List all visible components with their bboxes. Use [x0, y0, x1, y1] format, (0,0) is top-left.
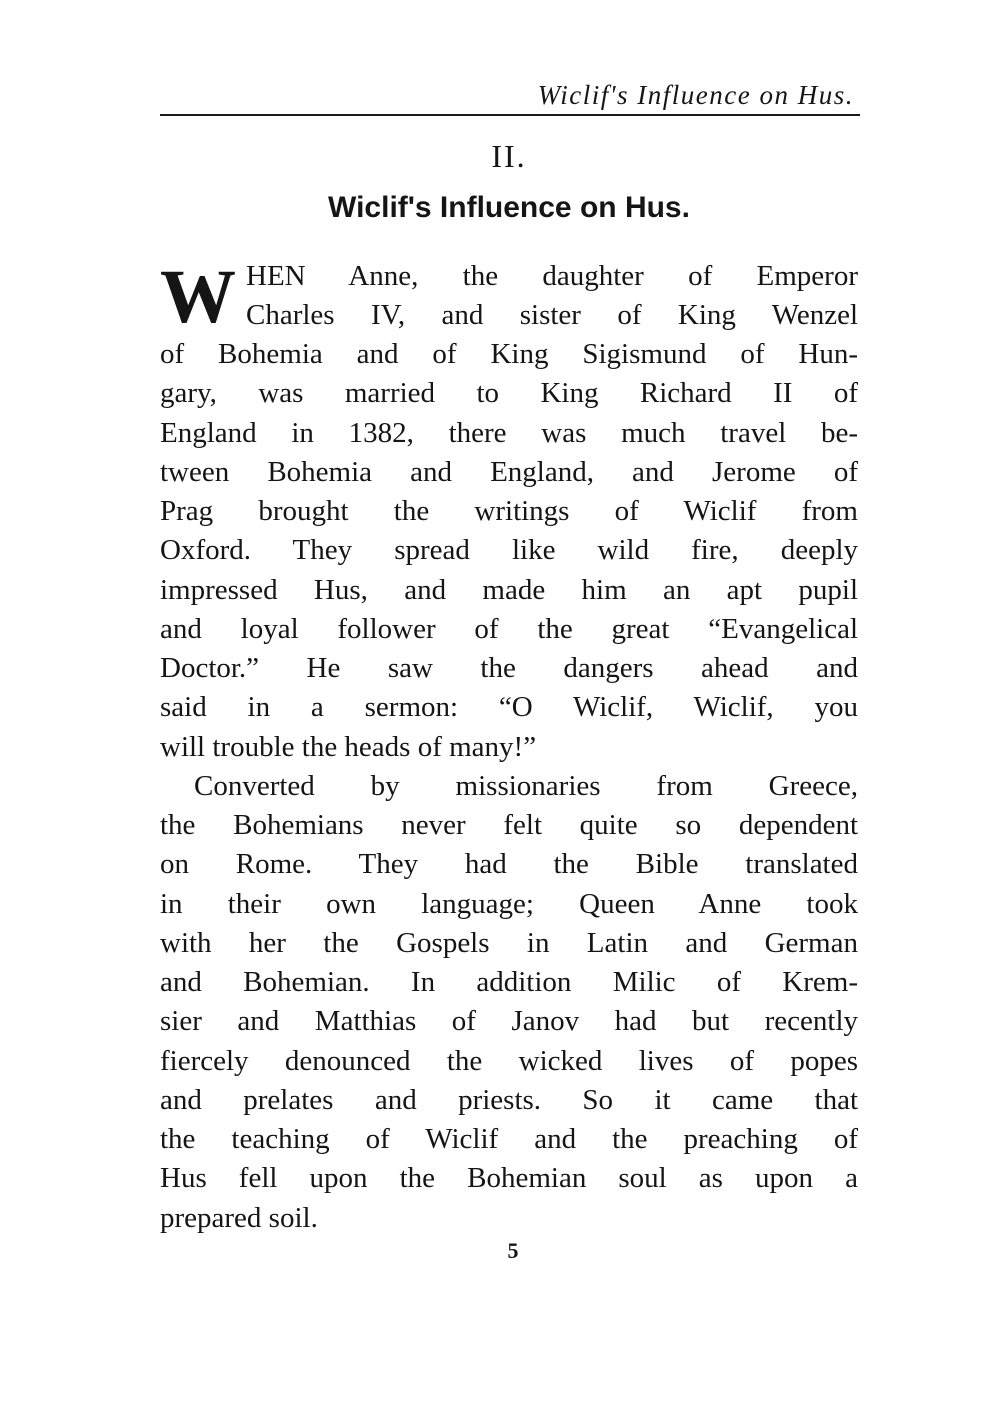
chapter-title: Wiclif's Influence on Hus. [328, 191, 690, 224]
running-header [160, 78, 860, 116]
text-line: Doctor.” He saw the dangers ahead and [160, 652, 858, 684]
text-line: the teaching of Wiclif and the preaching of [160, 1123, 858, 1155]
text-line: gary, was married to King Richard II of [160, 377, 858, 409]
text-line: with her the Gospels in Latin and German [160, 927, 858, 959]
drop-cap: W [160, 255, 236, 339]
text-line: prepared soil. [160, 1202, 318, 1234]
text-line: sier and Matthias of Janov had but recently [160, 1005, 858, 1037]
text-line: in their own language; Queen Anne took [160, 888, 858, 920]
text-line: the Bohemians never felt quite so dependent [160, 809, 858, 841]
page-number: 5 [507, 1238, 519, 1263]
chapter-number: II. [491, 138, 527, 174]
text-line: will trouble the heads of many!” [160, 731, 537, 763]
text-line: fiercely denounced the wicked lives of popes [160, 1045, 858, 1077]
text-line: and prelates and priests. So it came that [160, 1084, 858, 1116]
text-line: Hus fell upon the Bohemian soul as upon a [160, 1162, 858, 1194]
text-line: Charles IV, and sister of King Wenzel [246, 299, 858, 331]
text-line: England in 1382, there was much travel be- [160, 417, 858, 449]
text-line: on Rome. They had the Bible translated [160, 848, 858, 880]
text-line: Converted by missionaries from Greece, [194, 770, 858, 802]
text-line: HEN Anne, the daughter of Emperor [246, 260, 858, 292]
text-line: and Bohemian. In addition Milic of Krem- [160, 966, 858, 998]
text-line: said in a sermon: “O Wiclif, Wiclif, you [160, 691, 858, 723]
text-line: tween Bohemia and England, and Jerome of [160, 456, 858, 488]
running-title: Wiclif's Influence on Hus. [537, 80, 854, 110]
text-line: impressed Hus, and made him an apt pupil [160, 574, 858, 606]
text-line: Prag brought the writings of Wiclif from [160, 495, 858, 527]
text-line: of Bohemia and of King Sigismund of Hun- [160, 338, 858, 370]
text-line: Oxford. They spread like wild fire, deeply [160, 534, 858, 566]
text-line: and loyal follower of the great “Evangelical [160, 613, 858, 645]
